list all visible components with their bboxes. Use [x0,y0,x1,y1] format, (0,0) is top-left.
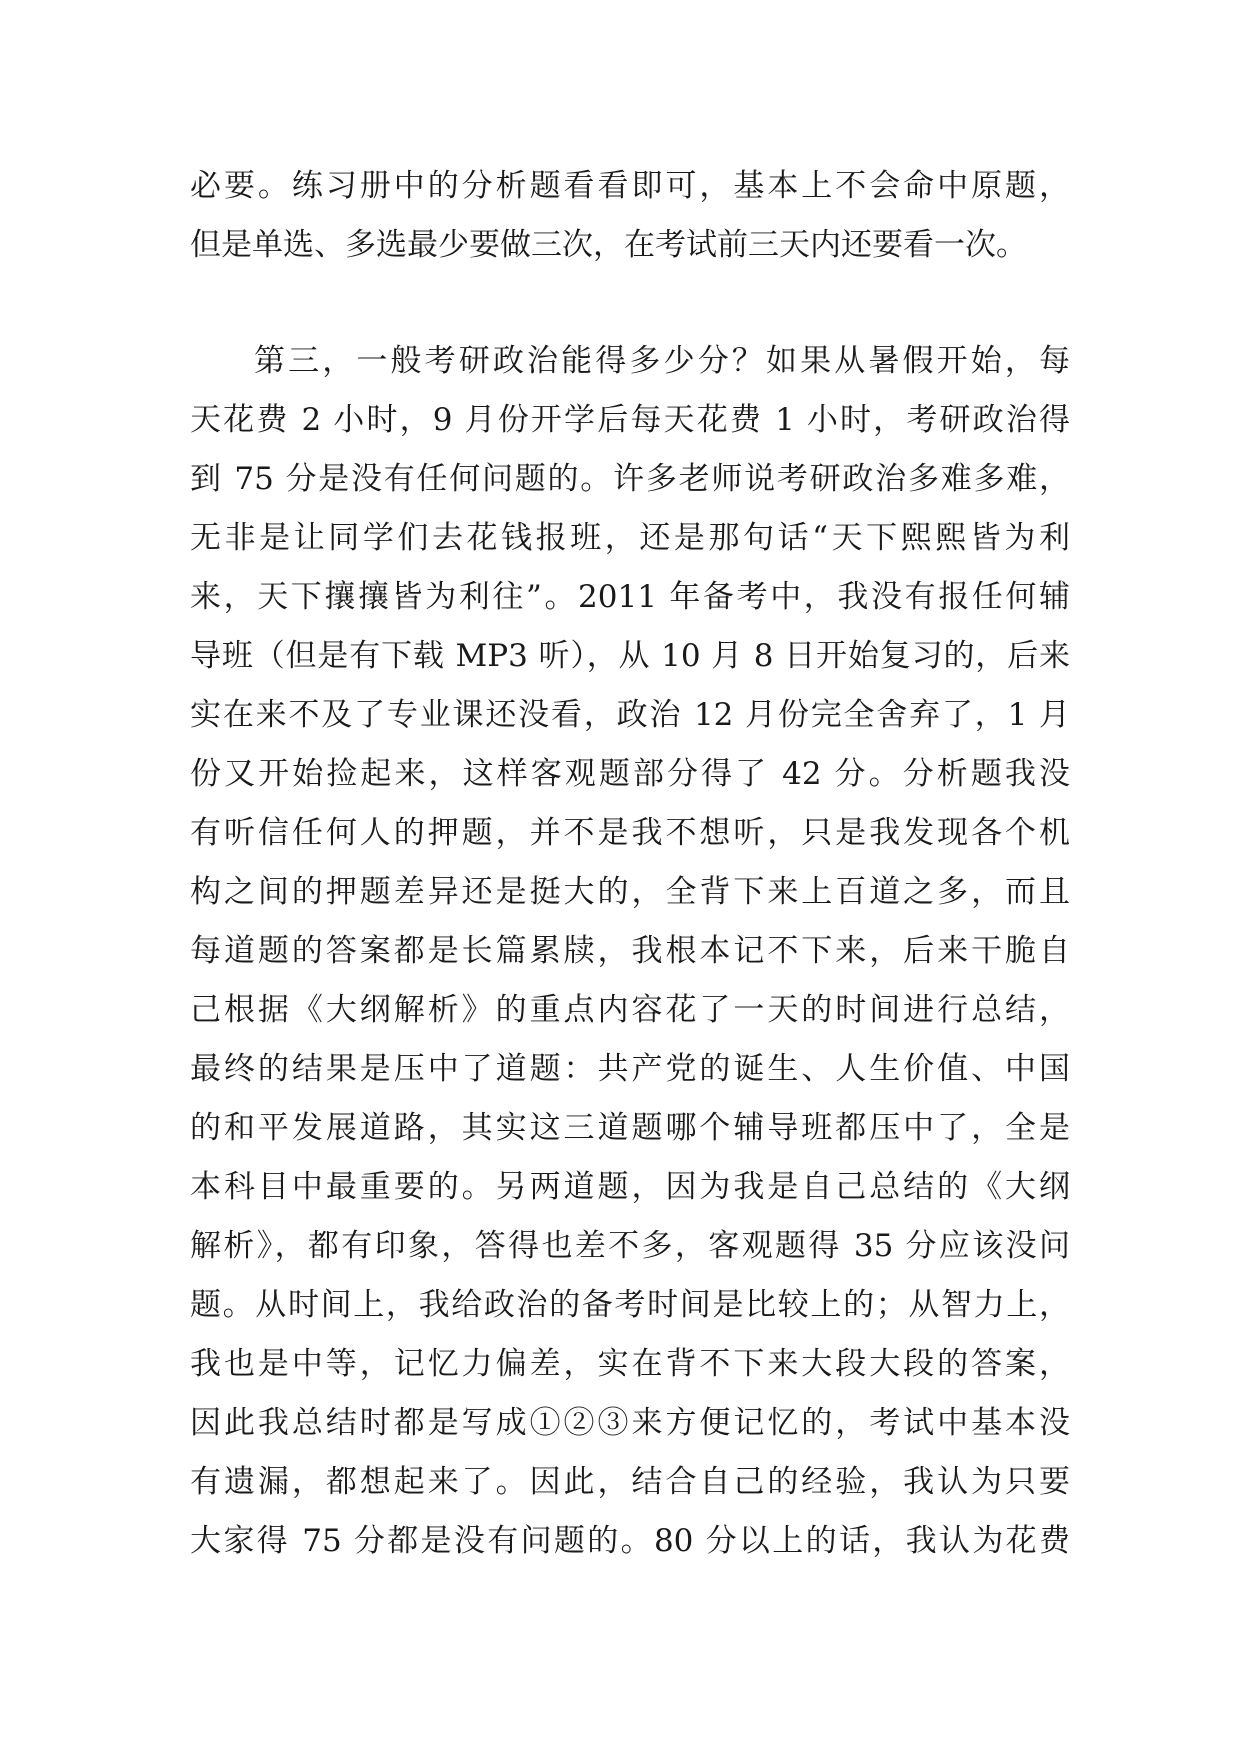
text-line: 但是单选、多选最少要做三次，在考试前三天内还要看一次。 [190,227,1027,263]
text-line: 无非是让同学们去花钱报班，还是那句话“天下熙熙皆为利 [190,520,1070,556]
text-line: 我也是中等，记忆力偏差，实在背不下来大段大段的答案， [190,1346,1070,1382]
text-line: 有遗漏，都想起来了。因此，结合自己的经验，我认为只要 [190,1464,1070,1500]
text-line: 实在来不及了专业课还没看，政治 12 月份完全舍弃了，1 月 [190,697,1070,733]
text-line: 来，天下攘攘皆为利往”。2011 年备考中，我没有报任何辅 [190,579,1070,615]
text-line: 解析》，都有印象，答得也差不多，客观题得 35 分应该没问 [190,1228,1070,1264]
text-line: 己根据《大纲解析》的重点内容花了一天的时间进行总结， [190,992,1070,1028]
text-line: 到 75 分是没有任何问题的。许多老师说考研政治多难多难， [190,461,1070,497]
text-line: 导班（但是有下载 MP3 听），从 10 月 8 日开始复习的，后来 [190,638,1070,674]
text-line: 天花费 2 小时，9 月份开学后每天花费 1 小时，考研政治得 [190,402,1070,438]
paragraph-third-point [190,332,1070,1571]
text-line: 有听信任何人的押题，并不是我不想听，只是我发现各个机 [190,815,1070,851]
text-line: 最终的结果是压中了道题：共产党的诞生、人生价值、中国 [190,1051,1070,1087]
text-line: 份又开始捡起来，这样客观题部分得了 42 分。分析题我没 [190,756,1070,792]
text-line: 本科目中最重要的。另两道题，因为我是自己总结的《大纲 [190,1169,1070,1205]
text-line: 每道题的答案都是长篇累牍，我根本记不下来，后来干脆自 [190,933,1070,969]
text-line: 因此我总结时都是写成①②③来方便记忆的，考试中基本没 [190,1405,1070,1441]
paragraph-continuation [190,157,1070,275]
text-line: 的和平发展道路，其实这三道题哪个辅导班都压中了，全是 [190,1110,1070,1146]
text-line: 大家得 75 分都是没有问题的。80 分以上的话，我认为花费 [190,1523,1070,1559]
text-line: 第三，一般考研政治能得多少分？如果从暑假开始，每 [254,343,1070,379]
text-line: 必要。练习册中的分析题看看即可，基本上不会命中原题， [190,168,1070,204]
text-line: 构之间的押题差异还是挺大的，全背下来上百道之多，而且 [190,874,1070,910]
text-line: 题。从时间上，我给政治的备考时间是比较上的；从智力上， [190,1287,1070,1323]
